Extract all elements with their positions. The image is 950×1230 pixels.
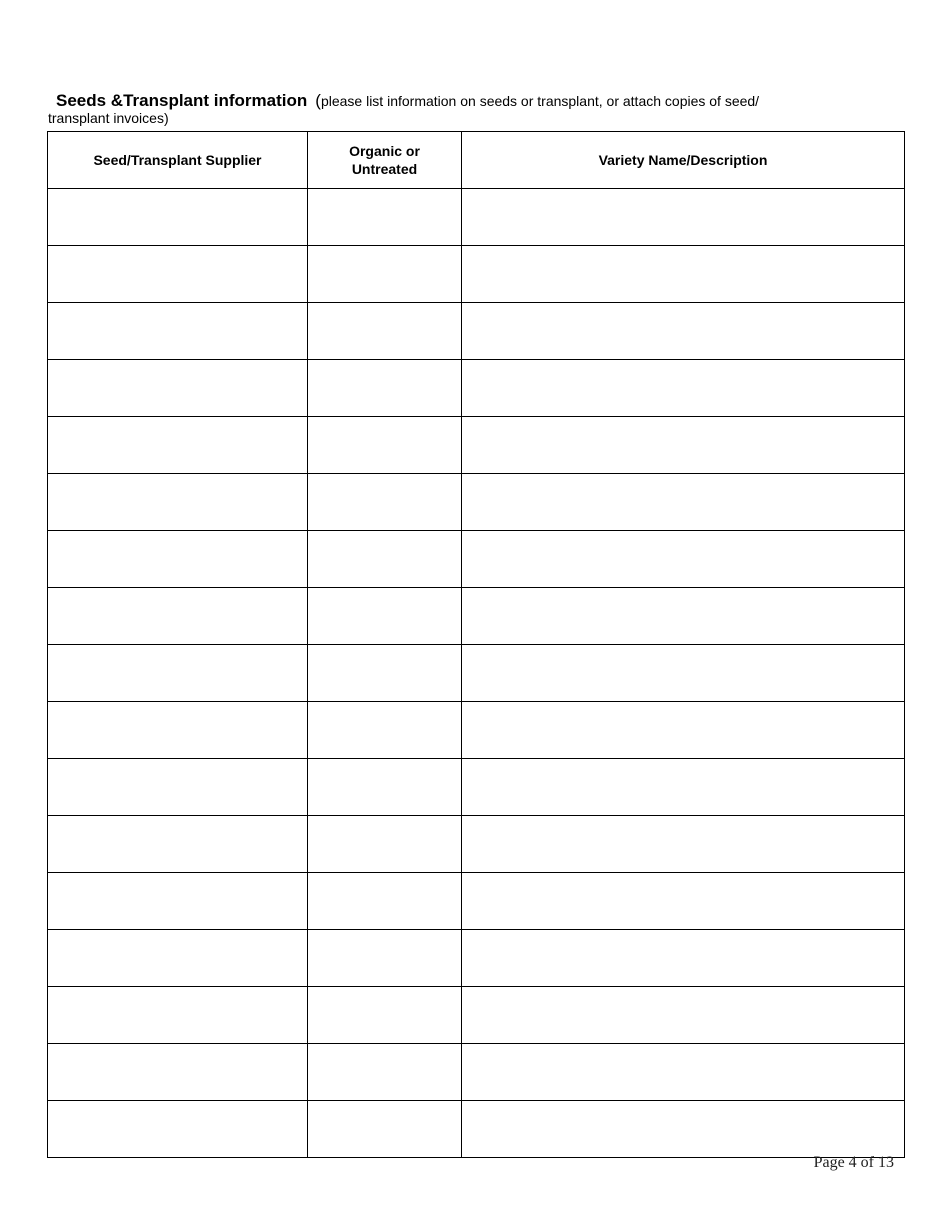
supplier-cell[interactable] [48,588,308,645]
supplier-cell[interactable] [48,474,308,531]
instructions-open-paren: ( [315,91,321,110]
table-row [48,360,905,417]
variety-cell[interactable] [462,1044,905,1101]
variety-cell[interactable] [462,417,905,474]
organic-cell[interactable] [308,1101,462,1158]
table-body [48,189,905,1158]
table-row [48,645,905,702]
table-row [48,816,905,873]
supplier-cell[interactable] [48,987,308,1044]
table-row [48,189,905,246]
table-row [48,474,905,531]
table-row [48,702,905,759]
organic-cell[interactable] [308,816,462,873]
organic-cell[interactable] [308,930,462,987]
supplier-cell[interactable] [48,759,308,816]
supplier-cell[interactable] [48,645,308,702]
organic-cell[interactable] [308,987,462,1044]
organic-cell[interactable] [308,645,462,702]
column-header-organic: Organic or Untreated [308,132,462,189]
organic-cell[interactable] [308,303,462,360]
supplier-cell[interactable] [48,930,308,987]
supplier-cell[interactable] [48,417,308,474]
supplier-cell[interactable] [48,873,308,930]
table-row [48,417,905,474]
organic-cell[interactable] [308,702,462,759]
supplier-cell[interactable] [48,246,308,303]
variety-cell[interactable] [462,474,905,531]
column-header-variety: Variety Name/Description [462,132,905,189]
instructions-line-2: transplant invoices) [48,110,169,126]
variety-cell[interactable] [462,930,905,987]
seed-transplant-table [47,131,905,1158]
variety-cell[interactable] [462,987,905,1044]
supplier-cell[interactable] [48,702,308,759]
table-header-row [48,132,905,189]
column-header-supplier: Seed/Transplant Supplier [48,132,308,189]
section-title: Seeds &Transplant information [56,91,308,110]
table-row [48,759,905,816]
supplier-cell[interactable] [48,531,308,588]
page-number: Page 4 of 13 [813,1154,894,1171]
table-row [48,588,905,645]
section-heading [48,91,896,126]
organic-cell[interactable] [308,246,462,303]
instructions-line-1: please list information on seeds or transplant, or attach copies of seed/ [320,93,760,109]
table-row [48,873,905,930]
table-row [48,531,905,588]
variety-cell[interactable] [462,531,905,588]
organic-cell[interactable] [308,360,462,417]
organic-cell[interactable] [308,531,462,588]
variety-cell[interactable] [462,873,905,930]
variety-cell[interactable] [462,759,905,816]
organic-cell[interactable] [308,873,462,930]
organic-cell[interactable] [308,1044,462,1101]
variety-cell[interactable] [462,303,905,360]
organic-cell[interactable] [308,417,462,474]
variety-cell[interactable] [462,246,905,303]
variety-cell[interactable] [462,360,905,417]
table-row [48,1101,905,1158]
organic-cell[interactable] [308,588,462,645]
organic-cell[interactable] [308,474,462,531]
table-row [48,246,905,303]
variety-cell[interactable] [462,702,905,759]
variety-cell[interactable] [462,189,905,246]
table-row [48,987,905,1044]
table-row [48,303,905,360]
supplier-cell[interactable] [48,360,308,417]
organic-cell[interactable] [308,759,462,816]
table-row [48,1044,905,1101]
supplier-cell[interactable] [48,816,308,873]
variety-cell[interactable] [462,645,905,702]
supplier-cell[interactable] [48,189,308,246]
supplier-cell[interactable] [48,303,308,360]
organic-cell[interactable] [308,189,462,246]
table-row [48,930,905,987]
variety-cell[interactable] [462,816,905,873]
supplier-cell[interactable] [48,1101,308,1158]
variety-cell[interactable] [462,1101,905,1158]
variety-cell[interactable] [462,588,905,645]
supplier-cell[interactable] [48,1044,308,1101]
